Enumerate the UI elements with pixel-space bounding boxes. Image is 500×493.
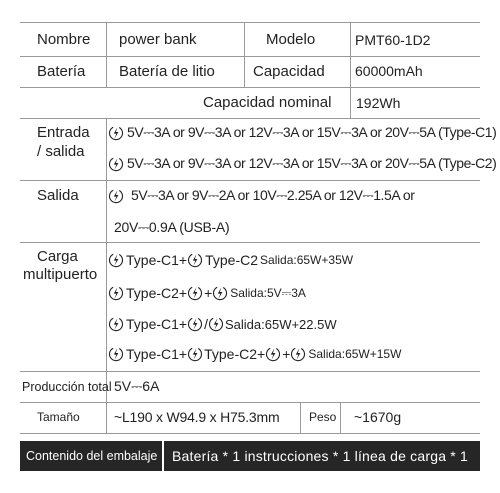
col-divider-peso-2 <box>340 402 341 433</box>
lightning-bolt-circle-icon <box>108 156 124 172</box>
lightning-bolt-circle-icon <box>265 346 281 362</box>
multi-row-1-port-b: Type-C2 <box>205 252 259 268</box>
lightning-bolt-circle-icon <box>212 285 228 301</box>
lightning-bolt-circle-icon <box>108 316 124 332</box>
tamano-label: Tamaño <box>37 410 80 424</box>
capacidad-label: Capacidad <box>253 63 325 80</box>
lightning-bolt-circle-icon <box>187 346 203 362</box>
row-divider-1 <box>20 56 480 57</box>
packaging-contents-bar <box>20 441 480 471</box>
lightning-bolt-circle-icon <box>208 316 224 332</box>
row-divider-7 <box>20 402 480 403</box>
capacidad-nominal-label: Capacidad nominal <box>203 94 332 111</box>
col-divider-right <box>350 22 351 118</box>
row-divider-8 <box>20 433 480 434</box>
carga-label-line2: multipuerto <box>23 266 98 283</box>
bateria-label: Batería <box>37 63 86 80</box>
salida-line2-text: 20V⎓0.9A (USB-A) <box>114 219 230 235</box>
salida-line1-text: 5V⎓3A or 9V⎓2A or 10V⎓2.25A or 12V⎓1.5A or <box>131 187 415 203</box>
multi-row-4-output: Salida:65W+15W <box>308 347 402 361</box>
lightning-bolt-circle-icon <box>108 252 124 268</box>
row-divider-5 <box>20 242 480 243</box>
lightning-bolt-circle-icon <box>187 316 203 332</box>
multi-row-3-output: Salida:65W+22.5W <box>224 316 337 332</box>
capacidad-nominal-value: 192Wh <box>356 95 401 111</box>
row-divider-4 <box>20 180 480 181</box>
entrada-label-line1: Entrada <box>37 124 90 141</box>
multi-row-1-port-a: Type-C1+ <box>126 252 188 268</box>
multi-row-2-output: Salida:5V⎓3A <box>230 285 306 300</box>
lightning-bolt-circle-icon <box>108 188 124 204</box>
multi-row-2-plus: + <box>204 285 213 301</box>
multi-row-4 <box>108 346 401 362</box>
nombre-value: power bank <box>119 31 197 48</box>
col-divider-peso <box>300 402 301 433</box>
carga-label-line1: Carga <box>37 248 78 265</box>
row-divider-6 <box>20 371 480 372</box>
contenido-value: Batería * 1 instrucciones * 1 línea de carga * 1 <box>172 448 468 464</box>
produccion-label: Producción total <box>22 380 112 394</box>
salida-label: Salida <box>37 187 79 204</box>
contenido-label: Contenido del embalaje <box>26 449 158 463</box>
multi-row-4-plus: + <box>282 346 291 362</box>
multi-row-3-slash: / <box>204 316 208 332</box>
salida-line1-row <box>108 187 414 204</box>
multi-row-1 <box>108 252 353 268</box>
multi-row-2 <box>108 285 306 301</box>
peso-value: ~1670g <box>354 409 402 425</box>
lightning-bolt-circle-icon <box>108 346 124 362</box>
entrada-c1-row <box>108 124 496 141</box>
row-divider-2 <box>20 87 480 88</box>
multi-row-1-output: Salida:65W+35W <box>260 253 354 267</box>
lightning-bolt-circle-icon <box>290 346 306 362</box>
multi-row-2-port-a: Type-C2+ <box>126 285 188 301</box>
table-top-border <box>20 22 480 23</box>
col-divider-label-2 <box>106 118 107 371</box>
lightning-bolt-circle-icon <box>187 285 203 301</box>
bateria-value: Batería de litio <box>119 63 215 80</box>
entrada-c2-text: 5V⎓3A or 9V⎓3A or 12V⎓3A or 15V⎓3A or 20V⎓5A (Type-C2) <box>127 155 497 171</box>
produccion-value: 5V⎓6A <box>114 378 160 394</box>
col-divider-label <box>106 22 107 87</box>
multi-row-3-port-a: Type-C1+ <box>126 316 188 332</box>
capacidad-value: 60000mAh <box>355 63 423 79</box>
lightning-bolt-circle-icon <box>187 252 203 268</box>
peso-label: Peso <box>309 410 337 424</box>
nombre-label: Nombre <box>37 31 91 48</box>
entrada-label-line2: / salida <box>37 143 85 160</box>
tamano-value: ~L190 x W94.9 x H75.3mm <box>114 409 280 425</box>
entrada-c2-row <box>108 155 496 172</box>
entrada-c1-text: 5V⎓3A or 9V⎓3A or 12V⎓3A or 15V⎓3A or 20V⎓5A (Type-C1) <box>127 124 497 140</box>
multi-row-4-port-a: Type-C1+ <box>126 346 188 362</box>
modelo-label: Modelo <box>266 31 316 48</box>
multi-row-3 <box>108 316 337 332</box>
row-divider-3 <box>20 118 480 119</box>
lightning-bolt-circle-icon <box>108 285 124 301</box>
contenido-separator <box>162 441 164 471</box>
lightning-bolt-circle-icon <box>108 125 124 141</box>
modelo-value: PMT60-1D2 <box>355 32 431 48</box>
col-divider-mid <box>244 22 245 87</box>
multi-row-4-port-b: Type-C2+ <box>204 346 266 362</box>
